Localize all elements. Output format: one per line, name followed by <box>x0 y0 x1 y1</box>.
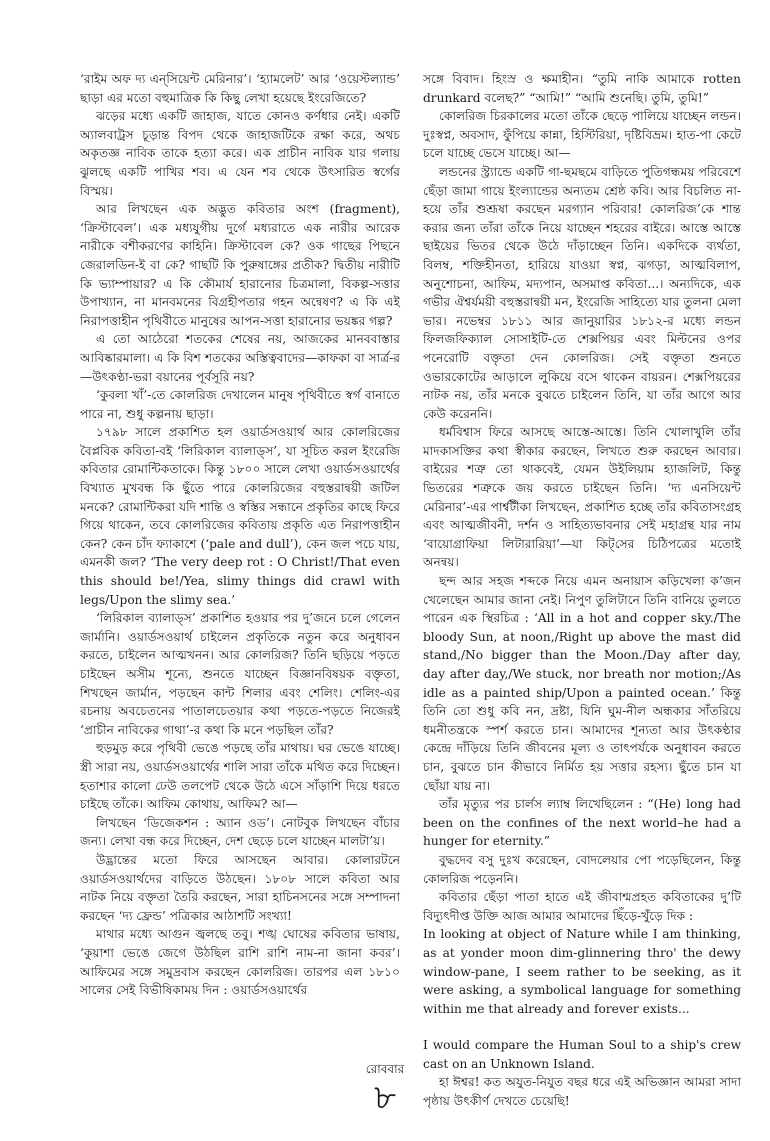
paragraph: ‘লিরিকাল ব্যালাড্‌স’ প্রকাশিত হওয়ার পর দু’জনে চলে গেলেন জার্মানি। ওয়ার্ডসওয়ার্থ চাইলেন প্রকৃতিকে নতুন করে অনুধাবন করতে, চাইলেন আত্মখনন। আর কোলরিজ? তিনি ছড়িয়ে পড়তে চাইছেন অসীম শূন্যে, শুনতে যাচ্ছেন বিজ্ঞানবিষয়ক বক্তৃতা, শিখছেন জার্মান, পড়ছেন কান্ট শিলার এবং শেলিং। শেলিং-এর রচনায় অবচেতনের পাতালচেতয়ার কথা পড়তে-পড়তে নিজেরই ‘প্রাচীন নাবিকের গাথা’-র কথা কি মনে পড়ছিল তাঁর? <box>80 611 400 737</box>
paragraph: তাঁর মৃত্যুর পর চার্লস ল্যাম্ব লিখেছিলেন : “(He) long had been on the confines of the next world–he had a hunger for eternity.” <box>423 797 741 849</box>
english-quote: I would compare the Human Soul to a ship's crew cast on an Unknown Island. <box>423 1038 741 1071</box>
page-footer <box>0 1062 770 1118</box>
paragraph: এ তো আঠেরো শতকের শেষের নয়, আজকের মানববাস্তার আবিষ্কারমালা। এ কি বিশ শতকের অস্তিত্ববাদের—কাফকা বা সার্ত্র-র—উৎকণ্ঠা-ভরা বয়ানের পূর্বসূরি নয়? <box>80 332 400 384</box>
english-quote: In looking at object of Nature while I am thinking, as at yonder moon dim-glinnering thro' the dewy window-pane, I seem rather to be seeking, as it were asking, a symbolical language for something within me that already and forever exists... <box>423 927 741 1016</box>
paragraph: ধর্মবিশ্বাস ফিরে আসছে আস্তে-আস্তে। তিনি খোলাখুলি তাঁর মাদকাসক্তির কথা স্বীকার করছেন, লিখতে শুরু করছেন আবার। বাইরের শত্রু তো থাকবেই, যেমন উইলিয়াম হ্যাজলিট, কিন্তু ভিতরের শত্রুকে জয় করতে চাইছেন তিনি। ‘দ্য এনসিয়েন্ট মেরিনার’-এর পার্শ্বটীকা লিখছেন, প্রকাশিত হচ্ছে তাঁর কবিতাসংগ্রহ এবং আত্মজীবনী, দর্শন ও সাহিত্যভাবনার সেই মহাগ্রন্থ যার নাম ‘বায়োগ্রাফিয়া লিটারারিয়া’—যা কিট্‌সের চিঠিপত্রের মতোই অনন্বয়। <box>423 425 741 570</box>
paragraph: হুড়মুড় করে পৃথিবী ভেঙে পড়ছে তাঁর মাথায়। ঘর ভেঙে যাচ্ছে। স্ত্রী সারা নয়, ওয়ার্ডসওয়ার্থের শালি সারা তাঁকে মথিত করে দিচ্ছেন। হতাশার কালো ঢেউ তলপেট থেকে উঠে এসে সাঁড়াশি দিয়ে ধরতে চাইছে তাঁকে। আফিম কোথায়, আফিম? আ— <box>80 741 400 812</box>
paragraph: ১৭৯৮ সালে প্রকাশিত হল ওয়ার্ডসওয়ার্থ আর কোলরিজের বৈপ্লবিক কবিতা-বই ‘লিরিকাল ব্যালাড্‌স’, যা সূচিত করল ইংরেজি কবিতার রোমান্টিকতাকে। কিন্তু ১৮০০ সালে লেখা ওয়ার্ডসওয়ার্থের বিখ্যাত মুখবন্ধ কি ছুঁতে পারে কোলরিজের বহুস্তরান্বয়ী জটিল মনকে? রোমান্টিকরা যদি শান্তি ও স্বস্তির সন্ধানে প্রকৃতির কাছে ফিরে গিয়ে থাকেন, তবে কোলরিজের কবিতায় প্রকৃতি এত নিরাপত্তাহীন কেন? কেন চাঁদ ফ্যাকাশে (‘pale and dull’), কেন জল পচে যায়, এমনকী জল? ‘The very deep rot : O Christ!/That even this should be!/Yea, slimy things did crawl with legs/Upon the slimy sea.’ <box>80 425 400 607</box>
paragraph: সঙ্গে বিবাদ। হিংস্র ও ক্ষমাহীন। “তুমি নাকি আমাকে rotten drunkard বলেছ?” “আমি!” “আমি শুনেছি। তুমি, তুমি!” <box>423 72 741 105</box>
paragraph: ছন্দ আর সহজ শব্দকে নিয়ে এমন অনায়াস কড়িখেলা ক’জন খেলেছেন আমার জানা নেই। নিপুণ তুলিটানে তিনি বানিয়ে তুলতে পারেন এক স্থিরচিত্র : ‘All in a hot and copper sky./The bloody Sun, at noon,/Right up above the mast did stand,/No bigger than the Moon./Day after day, day after day,/We stuck, nor breath nor motion;/As idle as a painted ship/Upon a painted ocean.’ কিন্তু তিনি তো শুধু কবি নন, দ্রষ্টা, যিনি ঘুম-নীল অন্ধকার সাঁতরিয়ে ধমনীতন্ত্রকে স্পর্শ করতে চান। আমাদের শূন্যতা আর উৎকণ্ঠার কেন্দ্রে দাঁড়িয়ে তিনি জীবনের মূল্য ও তাৎপর্যকে অনুধাবন করতে চান, বুঝতে চান কীভাবে নির্মিত হয় সত্তার রহস্য। ছুঁতে চান যা ছোঁয়া যায় না। <box>423 574 741 793</box>
left-column <box>80 70 400 1000</box>
magazine-label: রোববার <box>365 1062 405 1076</box>
paragraph: ‘রাইম অফ দ্য এন্‌সিয়েন্ট মেরিনার’। ‘হ্যামলেট’ আর ‘ওয়েস্টল্যান্ড’ ছাড়া এর মতো বহুমাত্রিক কি কিছু লেখা হয়েছে ইংরেজিতে? <box>80 72 400 105</box>
right-column <box>423 70 741 1111</box>
paragraph: ঝড়ের মধ্যে একটি জাহাজ, যাতে কোনও কর্ণধার নেই। একটি অ্যালবাট্রস চূড়ান্ত বিপদ থেকে জাহাজটিকে রক্ষা করে, অথচ অকৃতজ্ঞ নাবিক তাকে হত্যা করে। এক প্রাচীন নাবিক যার গলায় ঝুলছে একটি পাখির শব। এ যেন শব থেকে উৎসারিত স্বর্গের বিস্ময়। <box>80 109 400 198</box>
paragraph: মাথার মধ্যে আগুন জ্বলছে তবু। শঙ্খ ঘোষের কবিতার ভাষায়, ‘কুয়াশা ভেঙে জেগে উঠছিল রাশি রাশি নাম-না জানা কবর’। আফিমের সঙ্গে সমুদ্রবাস করছেন কোলরিজ। তারপর এল ১৮১০ সালের সেই বিভীষিকাময় দিন : ওয়ার্ডসওয়ার্থের <box>80 927 400 998</box>
paragraph: ‘কুবলা খাঁ’-তে কোলরিজ দেখালেন মানুষ পৃথিবীতে স্বর্গ বানাতে পারে না, শুধু কল্পনায় ছাড়া। <box>80 388 400 421</box>
paragraph: বুদ্ধদেব বসু দুঃখ করেছেন, বোদলেয়ার পো পড়েছিলেন, কিন্তু কোলরিজ পড়েননি। <box>423 852 741 886</box>
paragraph: লন্ডনের স্ট্র্যান্ডে একটি গা-ছমছমে বাড়িতে পুতিগন্ধময় পরিবেশে ছেঁড়া জামা গায়ে ইংল্যান্ডের অন্যতম শ্রেষ্ঠ কবি। আর বিচলিত না-হয়ে তাঁর শুশ্রূষা করছেন মরগ্যান পরিবার! কোলরিজ’কে শান্ত করার জন্য তাঁরা তাঁকে নিয়ে যাচ্ছেন শহরের বাইরে। আস্তে আস্তে ছাইয়ের ভিতর থেকে উঠে দাঁড়াচ্ছেন তিনি। একদিকে ব্যর্থতা, বিলম্ব, শক্তিহীনতা, হারিয়ে যাওয়া স্বপ্ন, ঝগড়া, আত্মবিলাপ, অনুশোচনা, আফিম, মদ্যপান, অসমাপ্ত কবিতা...। অন্যদিকে, এক গভীর ঐশ্বর্যময়ী বহুস্তরান্বয়ী মন, ইংরেজি সাহিত্যে যার তুলনা মেলা ভার। নভেম্বর ১৮১১ আর জানুয়ারির ১৮১২-র মধ্যে লন্ডন ফিলজফিক্যাল সোসাইটি-তে শেক্সপিয়র এবং মিল্টনের ওপর পনেরোটি বক্তৃতা দেন কোলরিজ। সেই বক্তৃতা শুনতে ওভারকোটের আড়ালে লুকিয়ে বসে থাকেন বায়রন। শেক্সপিয়রের নাটক নয়, তাঁর মনকে বুঝতে চাইলেন তিনি, যা তাঁর আগে আর কেউ করেননি। <box>423 164 741 421</box>
paragraph: আর লিখছেন এক অদ্ভুত কবিতার অংশ (fragment), ‘ক্রিস্টাবেল’। এক মধ্যযুগীয় দুর্গে মধ্যরাতে এক নারীর আরেক নারীকে বশীকরণের কাহিনি। ক্রিস্টাবেল কে? ওক গাছের পিছনে জেরালডিন-ই বা কে? গাছটি কি পুরুষাঙ্গের প্রতীক? দ্বিতীয় নারীটি কি ভ্যাম্পায়ার? এ কি কৌমার্য হারানোর চিত্রমালা, বিকল্প-সত্তার উপাখ্যান, না মানবমনের বিগ্রহীপতার গহন অন্বেষণ? এ কি এই নিরাপত্তাহীন পৃথিবীতে মানুষের আপন-সত্তা হারানোর ভয়ঙ্কর গল্প? <box>80 202 400 328</box>
paragraph: কবিতার ছেঁড়া পাতা হাতে এই জীবাশ্মপ্রহত কবিতাকের দু’টি বিদ্যুৎদীপ্ত উক্তি আজ আমার আমাদের ছিঁড়ে-খুঁড়ে দিক : <box>423 890 741 923</box>
paragraph: হা ঈশ্বর! কত অযুত-নিযুত বছর ধরে এই অভিজ্ঞান আমরা সাদা পৃষ্ঠায় উৎকীর্ণ দেখতে চেয়েছি! <box>423 1075 741 1109</box>
paragraph: লিখছেন ‘ডিজেকশন : অ্যান ওড’। নোটবুক লিখছেন বাঁচার জন্য। লেখা বন্ধ করে দিচ্ছেন, দেশ ছেড়ে চলে যাচ্ছেন মালটা’য়। <box>80 815 400 849</box>
paragraph: কোলরিজ চিরকালের মতো তাঁকে ছেড়ে পালিয়ে যাচ্ছেন লন্ডন। দুঃস্বপ্ন, অবসাদ, ফুঁপিয়ে কান্না, হিস্টিরিয়া, দৃষ্টিবিভ্রম। হাত-পা কেটে চলে যাচ্ছে ভেসে যাচ্ছে। আ— <box>423 109 741 161</box>
paragraph: উদ্ভ্রান্তের মতো ফিরে আসছেন আবার। কোলারটনে ওয়ার্ডসওয়ার্থদের বাড়িতে উঠছেন। ১৮০৮ সালে কবিতা আর নাটক নিয়ে বক্তৃতা তৈরি করছেন, সারা হাচিনসনের সঙ্গে সম্পাদনা করছেন ‘দ্য ফ্রেন্ড’ পত্রিকার আঠাশটি সংখ্যা! <box>80 852 400 923</box>
page-number: ৮ <box>373 1078 397 1118</box>
